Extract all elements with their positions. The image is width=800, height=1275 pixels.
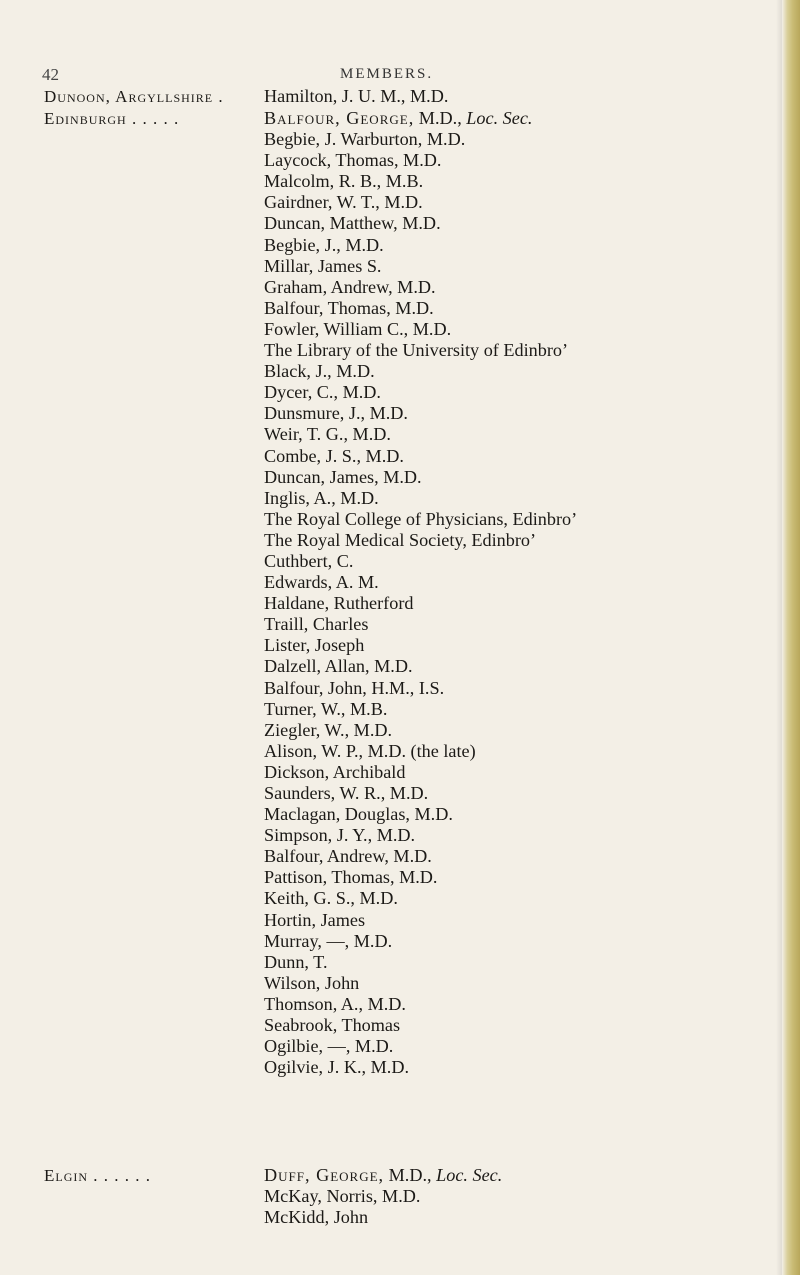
member-entry: Dunn, T. — [264, 951, 328, 972]
member-entry: Begbie, J. Warburton, M.D. — [264, 129, 466, 150]
member-entry: Turner, W., M.B. — [264, 698, 388, 719]
member-entry: Balfour, Andrew, M.D. — [264, 846, 432, 867]
member-entry: Black, J., M.D. — [264, 361, 375, 382]
member-entry: Thomson, A., M.D. — [264, 993, 406, 1014]
member-entry: Saunders, W. R., M.D. — [264, 783, 429, 803]
member-entry: McKay, Norris, M.D. — [264, 1186, 421, 1207]
member-entry: Weir, T. G., M.D. — [264, 424, 391, 445]
page-edge — [782, 0, 800, 1275]
member-entry: Combe, J. S., M.D. — [264, 445, 404, 466]
member-role: Loc. Sec. — [466, 108, 533, 128]
member-role: Loc. Sec. — [436, 1165, 503, 1185]
member-list — [264, 108, 784, 1078]
member-entry: Fowler, William C., M.D. — [264, 318, 452, 339]
member-entry-local-secretary — [264, 1165, 784, 1186]
member-entry: Millar, James S. — [264, 255, 382, 276]
member-entry: Balfour, John, H.M., I.S. — [264, 677, 445, 698]
member-entry: Traill, Charles — [264, 614, 369, 635]
running-head: MEMBERS. — [340, 66, 434, 82]
member-entry: Duncan, James, M.D. — [264, 466, 422, 487]
member-entry: Laycock, Thomas, M.D. — [264, 150, 442, 171]
member-entry: Dycer, C., M.D. — [264, 382, 381, 403]
member-entry: The Royal College of Physicians, Edinbro’ — [264, 508, 578, 529]
member-entry: Dalzell, Allan, M.D. — [264, 656, 413, 677]
member-entry: Inglis, A., M.D. — [264, 487, 379, 508]
member-entry: Lister, Joseph — [264, 635, 365, 656]
member-entry-local-secretary — [264, 108, 784, 129]
member-list — [264, 86, 784, 107]
member-entry: Dickson, Archibald — [264, 761, 406, 782]
page-number: 42 — [42, 65, 59, 84]
member-name: Balfour, George, — [264, 108, 415, 128]
place-name: Elgin . . . . . . — [44, 1166, 152, 1185]
member-entry: Wilson, John — [264, 972, 360, 993]
member-entry: Cuthbert, C. — [264, 550, 354, 571]
member-entry: Ogilbie, —, M.D. — [264, 1036, 394, 1057]
member-entry: Pattison, Thomas, M.D. — [264, 867, 438, 888]
member-entry: Duncan, Matthew, M.D. — [264, 213, 441, 234]
member-entry: Balfour, Thomas, M.D. — [264, 297, 434, 318]
member-entry: Hamilton, J. U. M., M.D. — [264, 86, 449, 106]
member-entry: Graham, Andrew, M.D. — [264, 276, 436, 297]
member-entry: Dunsmure, J., M.D. — [264, 403, 408, 424]
member-entry: The Library of the University of Edinbro’ — [264, 340, 569, 361]
member-name: Duff, George, — [264, 1165, 385, 1185]
member-entry: Begbie, J., M.D. — [264, 234, 384, 255]
member-entry: Simpson, J. Y., M.D. — [264, 825, 416, 846]
member-entry: Ziegler, W., M.D. — [264, 719, 393, 740]
member-entry: Alison, W. P., M.D. (the late) — [264, 740, 476, 761]
member-list — [264, 1165, 784, 1228]
member-entry: Ogilvie, J. K., M.D. — [264, 1057, 409, 1078]
member-entry: Gairdner, W. T., M.D. — [264, 192, 423, 213]
place-name: Edinburgh . . . . . — [44, 109, 180, 128]
member-entry: Keith, G. S., M.D. — [264, 888, 398, 909]
member-entry: Malcolm, R. B., M.B. — [264, 171, 424, 192]
member-entry: Murray, —, M.D. — [264, 930, 393, 951]
place-name: Dunoon, Argyllshire . — [44, 87, 224, 106]
member-entry: McKidd, John — [264, 1207, 369, 1228]
member-entry: The Royal Medical Society, Edinbro’ — [264, 529, 537, 550]
member-entry: Edwards, A. M. — [264, 572, 379, 593]
member-entry: Maclagan, Douglas, M.D. — [264, 804, 453, 825]
member-entry: Hortin, James — [264, 909, 366, 930]
member-entry: Seabrook, Thomas — [264, 1015, 401, 1036]
member-title: M.D., — [414, 108, 467, 128]
member-title: M.D., — [384, 1165, 437, 1185]
member-entry: Haldane, Rutherford — [264, 593, 414, 614]
